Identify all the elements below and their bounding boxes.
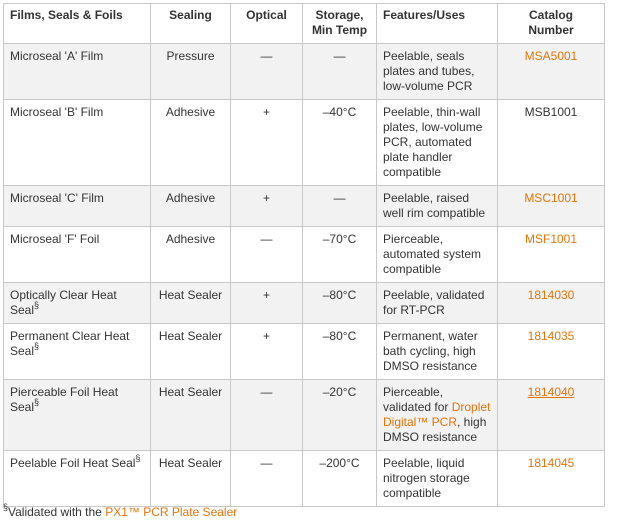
sealing-cell: Adhesive — [151, 100, 231, 186]
product-name: Microseal 'B' Film — [4, 100, 151, 186]
sealing-cell: Pressure — [151, 44, 231, 100]
footnote-symbol: § — [3, 502, 9, 512]
features-cell: Permanent, water bath cycling, high DMSO resistance — [377, 324, 498, 380]
product-name: Microseal 'F' Foil — [4, 227, 151, 283]
storage-cell: — — [303, 44, 377, 100]
droplet-digital-pcr-link[interactable]: Droplet Digital™ PCR — [383, 400, 491, 429]
features-cell: Peelable, liquid nitrogen storage compatible — [377, 451, 498, 507]
catalog-number: MSB1001 — [524, 105, 578, 119]
section-mark: § — [34, 341, 40, 351]
table-row — [4, 380, 605, 451]
catalog-link[interactable]: MSF1001 — [524, 232, 578, 246]
catalog-cell — [498, 227, 605, 283]
storage-cell: –80°C — [303, 324, 377, 380]
col-header-sealing: Sealing — [151, 4, 231, 44]
features-cell: Peelable, seals plates and tubes, low-volume PCR — [377, 44, 498, 100]
header-row — [4, 4, 605, 44]
footnote-text: Validated with the — [8, 505, 106, 519]
col-header-features: Features/Uses — [377, 4, 498, 44]
catalog-cell — [498, 186, 605, 227]
catalog-link[interactable]: MSC1001 — [524, 191, 578, 205]
optical-cell: — — [231, 451, 303, 507]
table-row — [4, 227, 605, 283]
optical-cell: + — [231, 186, 303, 227]
table-row — [4, 451, 605, 507]
table-row — [4, 100, 605, 186]
table-row — [4, 283, 605, 324]
col-header-storage: Storage, Min Temp — [303, 4, 377, 44]
storage-cell: –20°C — [303, 380, 377, 451]
storage-cell: –40°C — [303, 100, 377, 186]
px1-sealer-link[interactable]: PX1™ PCR Plate Sealer — [105, 505, 238, 519]
storage-cell: –70°C — [303, 227, 377, 283]
table-row — [4, 44, 605, 100]
storage-cell: –80°C — [303, 283, 377, 324]
storage-cell: — — [303, 186, 377, 227]
col-header-catalog: Catalog Number — [498, 4, 605, 44]
sealing-cell: Heat Sealer — [151, 283, 231, 324]
features-cell: Peelable, thin-wall plates, low-volume PCR, automated plate handler compatible — [377, 100, 498, 186]
optical-cell: — — [231, 44, 303, 100]
storage-cell: –200°C — [303, 451, 377, 507]
sealing-cell: Adhesive — [151, 186, 231, 227]
features-cell: Peelable, raised well rim compatible — [377, 186, 498, 227]
section-mark: § — [34, 397, 40, 407]
catalog-cell — [498, 283, 605, 324]
features-cell: Pierceable, automated system compatible — [377, 227, 498, 283]
catalog-cell — [498, 451, 605, 507]
section-mark: § — [34, 300, 40, 310]
catalog-link[interactable]: 1814035 — [527, 329, 575, 343]
optical-cell: + — [231, 324, 303, 380]
sealing-cell: Heat Sealer — [151, 380, 231, 451]
table-row — [4, 186, 605, 227]
sealing-cell: Heat Sealer — [151, 324, 231, 380]
footnote — [3, 502, 238, 519]
catalog-cell — [498, 324, 605, 380]
optical-cell: — — [231, 227, 303, 283]
product-name: Microseal 'A' Film — [4, 44, 151, 100]
product-name: Peelable Foil Heat Seal§ — [4, 451, 151, 507]
sealing-cell: Adhesive — [151, 227, 231, 283]
catalog-cell — [498, 44, 605, 100]
catalog-cell — [498, 380, 605, 451]
product-name: Microseal 'C' Film — [4, 186, 151, 227]
col-header-product: Films, Seals & Foils — [4, 4, 151, 44]
col-header-optical: Optical — [231, 4, 303, 44]
products-table — [3, 3, 605, 507]
catalog-cell — [498, 100, 605, 186]
optical-cell: — — [231, 380, 303, 451]
product-name: Permanent Clear Heat Seal§ — [4, 324, 151, 380]
catalog-link[interactable]: 1814045 — [527, 456, 575, 470]
features-cell: Peelable, validated for RT-PCR — [377, 283, 498, 324]
product-name: Optically Clear Heat Seal§ — [4, 283, 151, 324]
catalog-link[interactable]: MSA5001 — [524, 49, 578, 63]
optical-cell: + — [231, 100, 303, 186]
optical-cell: + — [231, 283, 303, 324]
section-mark: § — [135, 453, 141, 463]
sealing-cell: Heat Sealer — [151, 451, 231, 507]
catalog-link[interactable]: 1814040 — [527, 385, 575, 399]
product-name: Pierceable Foil Heat Seal§ — [4, 380, 151, 451]
table-row — [4, 324, 605, 380]
features-cell: Pierceable, validated for Droplet Digital™ PCR, high DMSO resistance — [377, 380, 498, 451]
catalog-link[interactable]: 1814030 — [527, 288, 575, 302]
